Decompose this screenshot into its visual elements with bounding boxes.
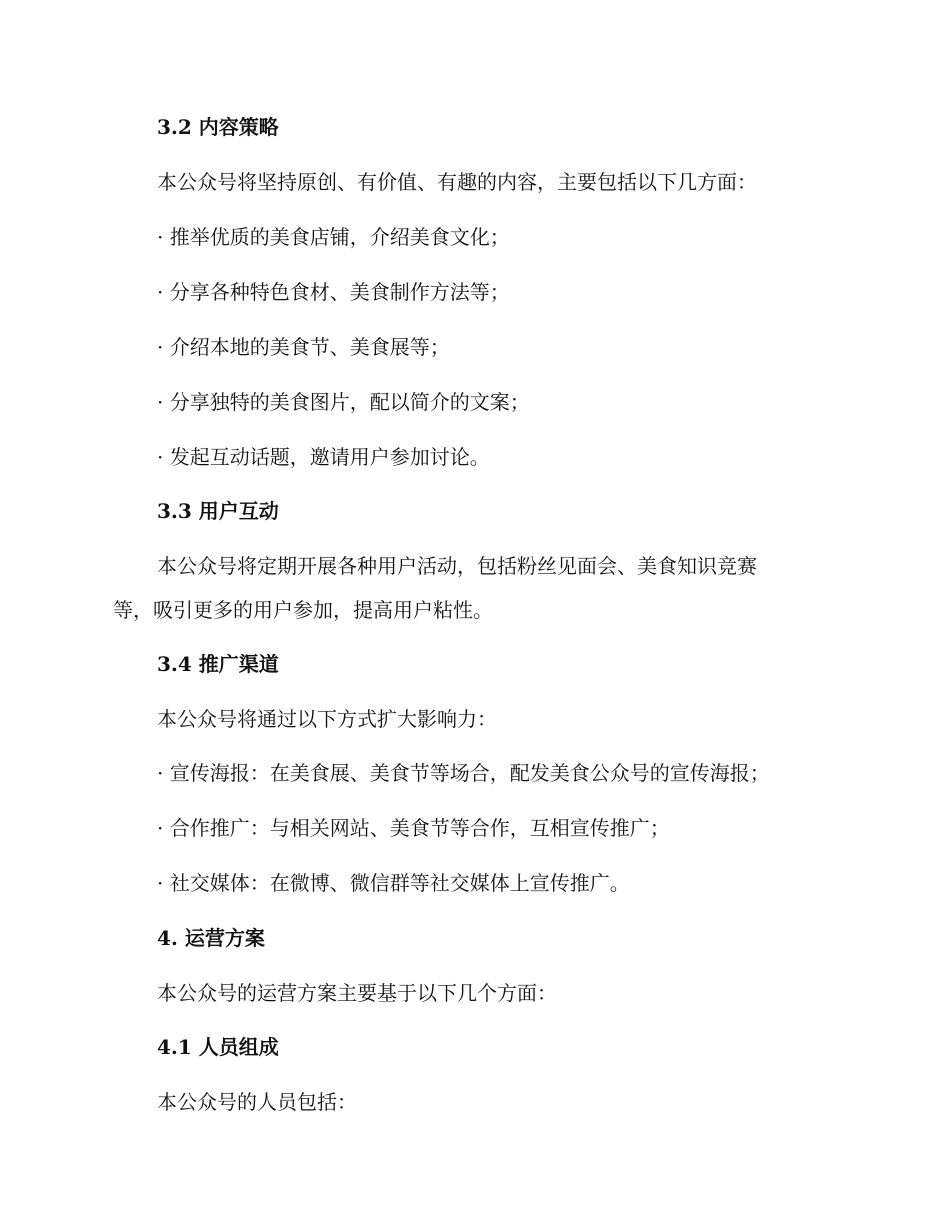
bullet-item: · 分享各种特色食材、美食制作方法等； <box>157 280 510 304</box>
bullet-item: · 合作推广：与相关网站、美食节等合作，互相宣传推广； <box>157 816 670 840</box>
bullet-item: · 介绍本地的美食节、美食展等； <box>157 335 450 359</box>
paragraph-user-interaction-line2: 等，吸引更多的用户参加，提高用户粘性。 <box>113 598 493 622</box>
section-heading-3-2: 3.2 内容策略 <box>157 115 279 139</box>
bullet-item: · 宣传海报：在美食展、美食节等场合，配发美食公众号的宣传海报； <box>157 761 770 785</box>
section-heading-4-1: 4.1 人员组成 <box>157 1035 279 1059</box>
section-heading-3-3: 3.3 用户互动 <box>157 499 279 523</box>
paragraph-operation-intro: 本公众号的运营方案主要基于以下几个方面： <box>157 981 557 1005</box>
paragraph-promotion-intro: 本公众号将通过以下方式扩大影响力： <box>157 707 497 731</box>
bullet-item: · 分享独特的美食图片，配以简介的文案； <box>157 390 530 414</box>
paragraph-staff-intro: 本公众号的人员包括： <box>157 1090 357 1114</box>
section-heading-4: 4. 运营方案 <box>157 926 265 950</box>
paragraph-content-strategy-intro: 本公众号将坚持原创、有价值、有趣的内容，主要包括以下几方面： <box>157 170 757 194</box>
section-heading-3-4: 3.4 推广渠道 <box>157 652 279 676</box>
bullet-item: · 社交媒体：在微博、微信群等社交媒体上宣传推广。 <box>157 871 630 895</box>
paragraph-user-interaction-line1: 本公众号将定期开展各种用户活动，包括粉丝见面会、美食知识竞赛 <box>157 554 757 578</box>
bullet-item: · 推举优质的美食店铺，介绍美食文化； <box>157 225 510 249</box>
bullet-item: · 发起互动话题，邀请用户参加讨论。 <box>157 445 490 469</box>
